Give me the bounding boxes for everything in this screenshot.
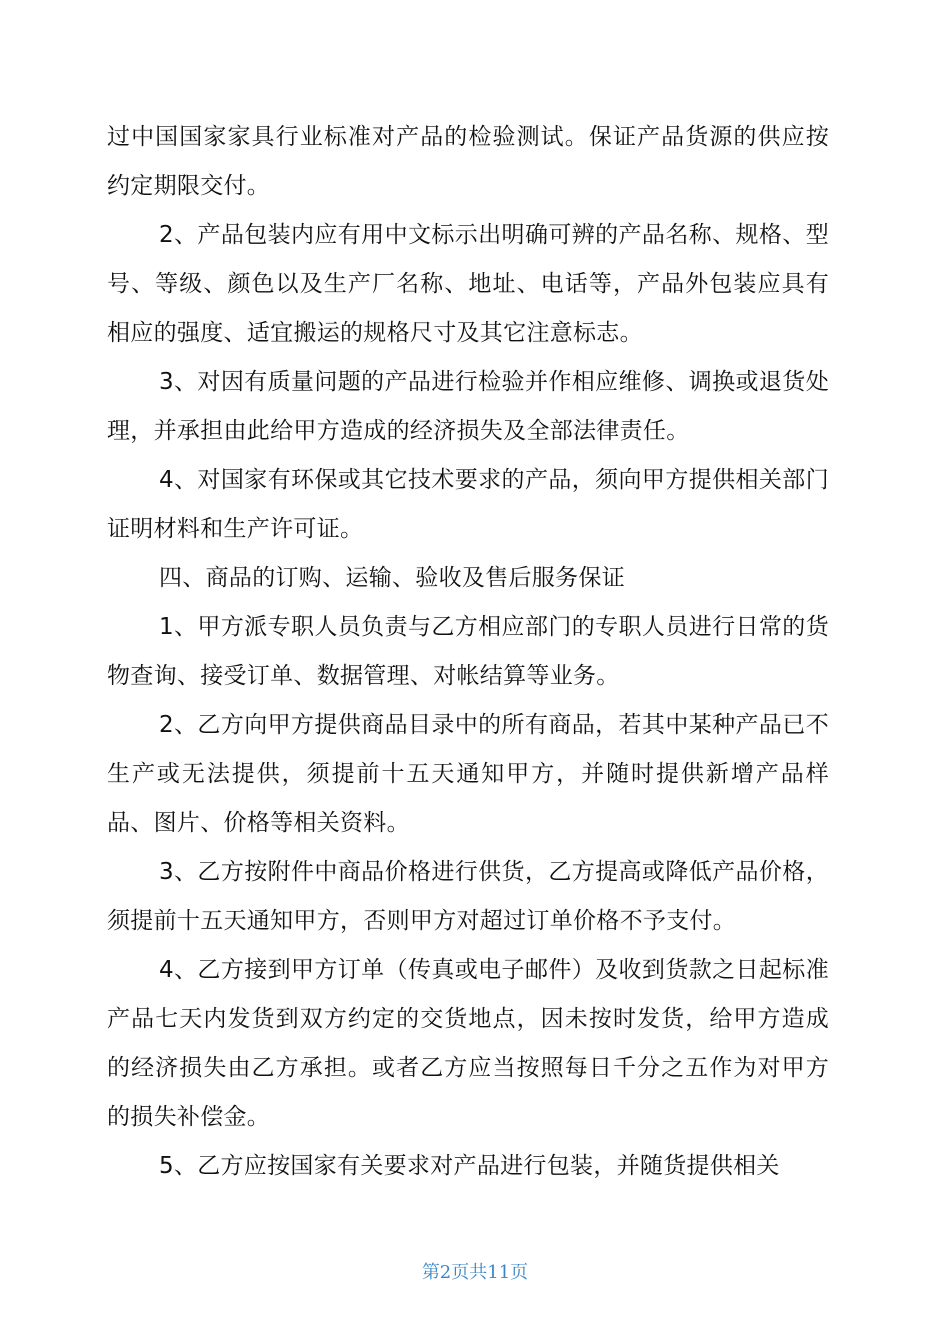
paragraph: 2、乙方向甲方提供商品目录中的所有商品，若其中某种产品已不生产或无法提供，须提前十五天通知甲方，并随时提供新增产品样品、图片、价格等相关资料。 [107,712,829,836]
section-heading: 四、商品的订购、运输、验收及售后服务保证 [159,565,625,591]
paragraph: 5、乙方应按国家有关要求对产品进行包装，并随货提供相关 [159,1153,780,1179]
paragraph: 2、产品包装内应有用中文标示出明确可辨的产品名称、规格、型号、等级、颜色以及生产厂名称、地址、电话等，产品外包装应具有相应的强度、适宜搬运的规格尺寸及其它注意标志。 [107,222,829,346]
paragraph: 过中国国家家具行业标准对产品的检验测试。保证产品货源的供应按约定期限交付。 [107,124,829,199]
paragraph: 4、乙方接到甲方订单（传真或电子邮件）及收到货款之日起标准产品七天内发货到双方约定的交货地点，因未按时发货，给甲方造成的经济损失由乙方承担。或者乙方应当按照每日千分之五作为对甲方的损失补偿金。 [107,957,829,1130]
paragraph: 3、对因有质量问题的产品进行检验并作相应维修、调换或退货处理，并承担由此给甲方造成的经济损失及全部法律责任。 [107,369,829,444]
paragraph: 3、乙方按附件中商品价格进行供货，乙方提高或降低产品价格，须提前十五天通知甲方，否则甲方对超过订单价格不予支付。 [107,859,829,934]
document-body [107,113,829,1191]
paragraph: 1、甲方派专职人员负责与乙方相应部门的专职人员进行日常的货物查询、接受订单、数据管理、对帐结算等业务。 [107,614,829,689]
paragraph: 4、对国家有环保或其它技术要求的产品，须向甲方提供相关部门证明材料和生产许可证。 [107,467,829,542]
page-number-footer: 第2页共11页 [421,1262,529,1283]
